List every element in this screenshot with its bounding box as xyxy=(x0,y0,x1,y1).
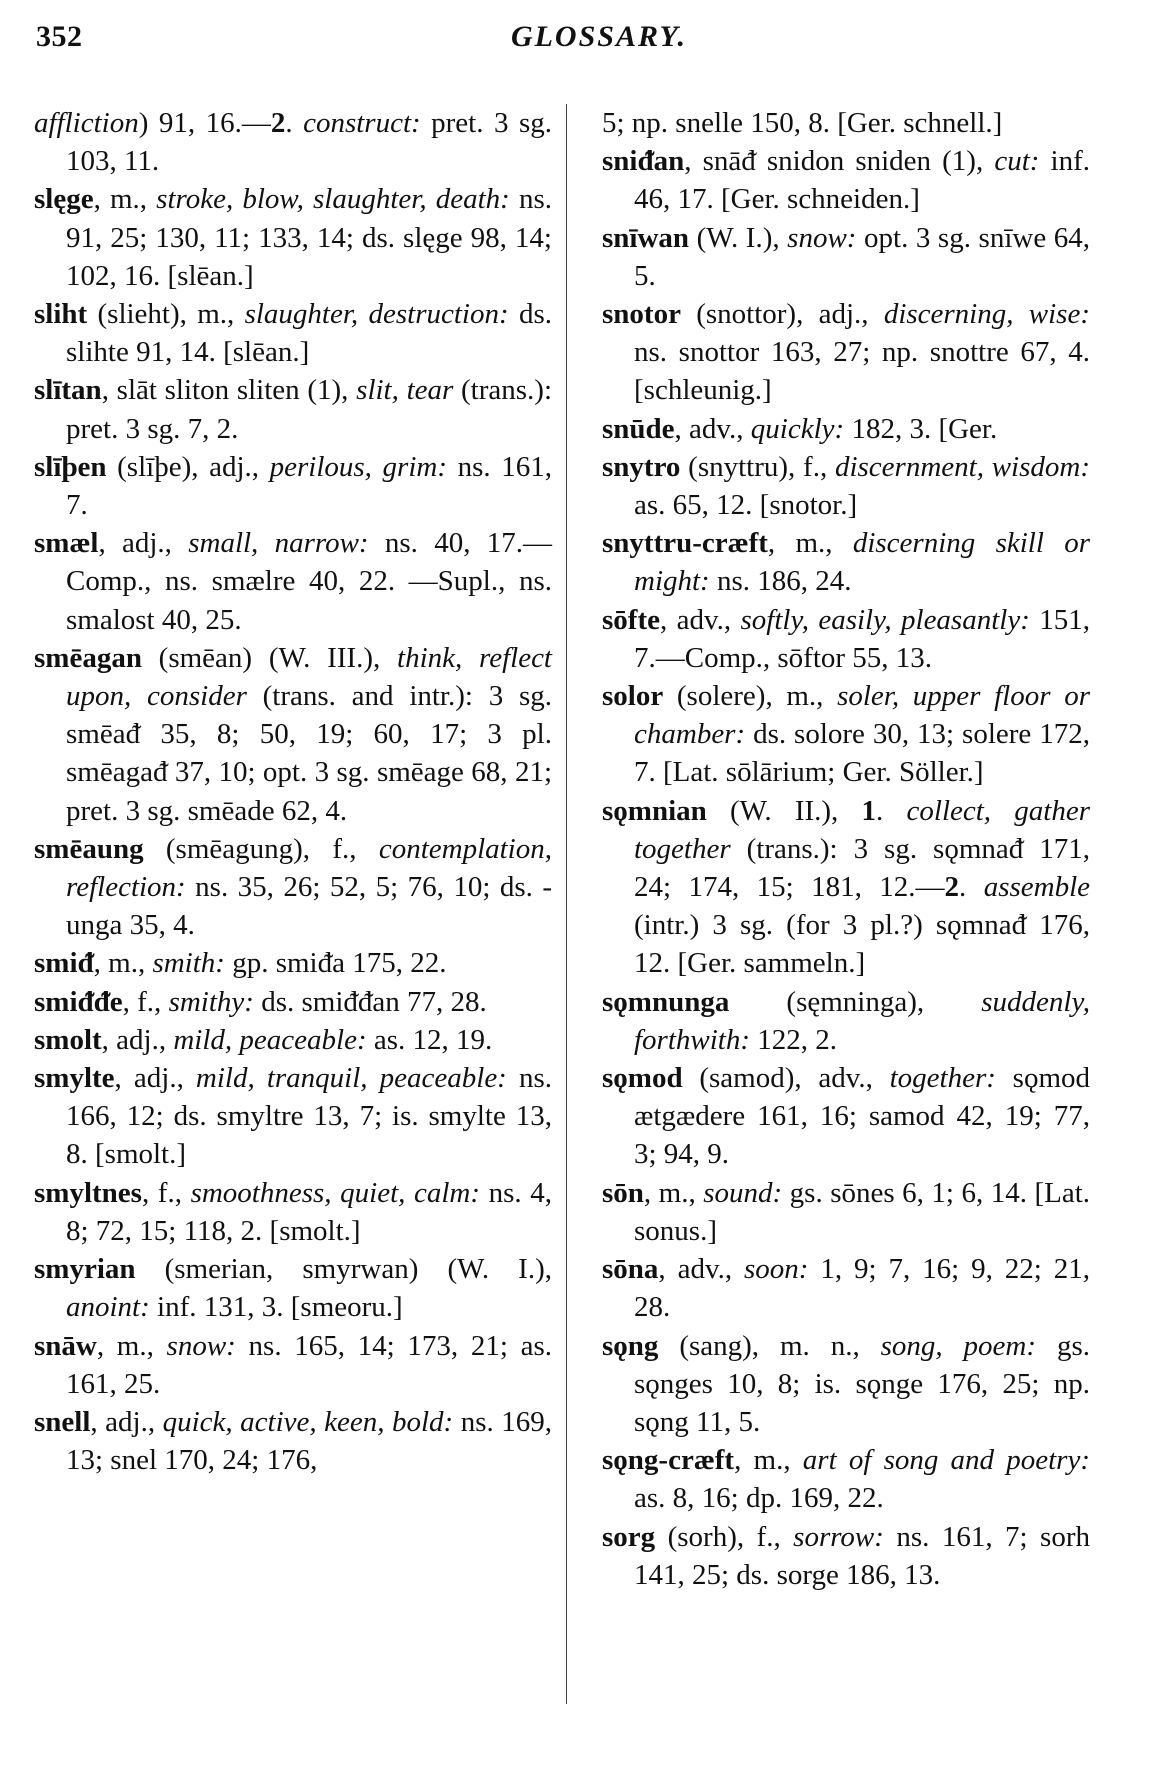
entry-citation: sǫmod ætgædere 161, 16; samod 42, 19; 77, 3; 94, 9. xyxy=(634,1062,1090,1171)
glossary-entry xyxy=(602,983,1090,1059)
entry-citation: ns. snottor 163, 27; np. snottre 67, 4. [schleunig.] xyxy=(634,336,1090,407)
entry-citation: as. 12, 19. xyxy=(366,1023,493,1056)
glossary-entry xyxy=(602,1518,1090,1594)
entry-headword: sǫmnunga xyxy=(602,985,730,1018)
entry-citation: , snāᵭ snidon sniden (1), xyxy=(684,145,995,178)
entry-citation: , adj., xyxy=(114,1062,196,1095)
entry-citation: , adv., xyxy=(658,1253,744,1286)
glossary-entry xyxy=(34,1059,552,1174)
entry-citation: (intr.) 3 sg. (for 3 pl.?) sǫmnaᵭ 176, 12. [Ger. sammeln.] xyxy=(634,909,1090,980)
entry-definition: construct: xyxy=(303,107,421,139)
glossary-entry xyxy=(602,524,1090,600)
entry-definition: smoothness, quiet, calm: xyxy=(190,1176,480,1209)
entry-citation: (trans. and intr.): 3 sg. smēaᵭ 35, 8; 50, 19; 60, 17; 3 pl. smēagaᵭ 37, 10; opt. 3 sg. smēage 68, 21; pret. 3 sg. smēade 62, 4. xyxy=(66,680,553,827)
entry-citation: ns. 4, 8; 72, 15; 118, 2. [smolt.] xyxy=(66,1176,552,1247)
entry-headword: snotor xyxy=(602,298,681,331)
entry-headword: smyrian xyxy=(34,1253,136,1286)
entry-citation: (sorh), f., xyxy=(655,1520,794,1553)
entry-citation: 151, 7.—Comp., sōftor 55, 13. xyxy=(634,603,1090,674)
entry-citation: ns. 35, 26; 52, 5; 76, 10; ds. -unga 35, 4. xyxy=(66,871,552,942)
glossary-entry xyxy=(602,1174,1090,1250)
entry-citation: . xyxy=(876,794,907,827)
entry-headword: smiᵭ xyxy=(34,947,94,980)
glossary-entry xyxy=(34,295,552,371)
entry-citation: , m., xyxy=(734,1444,803,1477)
glossary-entry xyxy=(34,944,552,982)
glossary-entry xyxy=(34,371,552,447)
entry-citation: (W. II.), xyxy=(706,794,862,827)
entry-citation: (smēan) (W. III.), xyxy=(141,641,398,674)
entry-citation: ns. 165, 14; 173, 21; as. 161, 25. xyxy=(66,1329,553,1400)
glossary-entry xyxy=(602,104,1090,142)
entry-headword: solor xyxy=(602,680,664,713)
entry-citation: , adj., xyxy=(90,1405,163,1438)
entry-citation: ) 91, 16.— xyxy=(138,107,271,139)
glossary-entry xyxy=(34,1327,552,1403)
entry-definition: quick, active, keen, bold: xyxy=(162,1405,454,1438)
entry-definition: song, poem: xyxy=(880,1329,1037,1362)
entry-citation: , m., xyxy=(643,1176,704,1209)
entry-citation: (sęmninga), xyxy=(729,985,982,1018)
entry-citation: , f., xyxy=(141,1176,191,1209)
entry-citation: (W. I.), xyxy=(689,221,788,254)
entry-citation: ns. 91, 25; 130, 11; 133, 14; ds. slęge 98, 14; 102, 16. [slēan.] xyxy=(66,183,552,292)
entry-definition: small, narrow: xyxy=(188,527,369,560)
entry-definition: discernment, wisdom: xyxy=(834,450,1091,483)
entry-definition: discerning, wise: xyxy=(883,298,1090,331)
entry-definition: affliction xyxy=(34,107,139,139)
entry-headword: sōn xyxy=(602,1176,644,1209)
glossary-entry xyxy=(602,1250,1090,1326)
entry-definition: soon: xyxy=(743,1253,809,1286)
entry-definition: smith: xyxy=(152,947,225,980)
entry-headword: snytro xyxy=(602,450,681,483)
entry-definition: discerning skill or might: xyxy=(634,527,1090,598)
glossary-entry xyxy=(34,983,552,1021)
column-divider xyxy=(566,104,567,1704)
entry-citation: ns. 161, 7. xyxy=(66,450,552,522)
entry-citation: (solere), m., xyxy=(663,680,838,713)
entry-citation: (smerian, smyrwan) (W. I.), xyxy=(135,1253,552,1286)
entry-headword: sǫng-cræft xyxy=(602,1444,735,1477)
entry-definition: contemplation, reflection: xyxy=(66,832,552,904)
glossary-entry xyxy=(602,1441,1090,1517)
entry-citation: (snottor), adj., xyxy=(680,298,884,331)
entry-citation: 5; np. snelle 150, 8. [Ger. schnell.] xyxy=(602,107,1003,139)
entry-citation: gs. sōnes 6, 1; 6, 14. [Lat. sonus.] xyxy=(634,1176,1090,1247)
entry-definition: collect, gather together xyxy=(634,794,1090,865)
entry-headword: smēagan xyxy=(34,641,142,674)
entry-citation: as. 65, 12. [snotor.] xyxy=(634,489,858,522)
entry-citation: , adj., xyxy=(98,527,189,560)
entry-definition: perilous, grim: xyxy=(269,450,447,483)
glossary-entry xyxy=(602,601,1090,677)
entry-definition: softly, easily, pleasantly: xyxy=(740,603,1030,636)
entry-citation: ds. slihte 91, 14. [slēan.] xyxy=(66,298,552,369)
entry-headword: sorg xyxy=(602,1520,656,1553)
entry-headword: slīþen xyxy=(34,450,107,483)
entry-headword: sliht xyxy=(34,298,88,331)
entry-headword: snūde xyxy=(602,412,675,445)
entry-citation: (trans.): pret. 3 sg. 7, 2. xyxy=(66,374,553,445)
glossary-entry xyxy=(602,1327,1090,1442)
entry-definition: think, reflect upon, consider xyxy=(66,641,552,713)
entry-definition: cut: xyxy=(994,145,1040,178)
entry-headword: smæl xyxy=(34,527,99,560)
entry-definition: together: xyxy=(889,1062,996,1095)
entry-headword: sōna xyxy=(602,1253,659,1286)
entry-definition: assemble xyxy=(983,871,1091,904)
entry-citation: 182, 3. [Ger. xyxy=(844,412,998,445)
running-title: GLOSSARY. xyxy=(510,20,688,53)
entry-citation: ns. 169, 13; snel 170, 24; 176, xyxy=(66,1405,552,1477)
glossary-entry xyxy=(602,677,1090,792)
entry-citation: (samod), adv., xyxy=(682,1062,890,1095)
glossary-entry xyxy=(602,219,1090,295)
sense-number: 1 xyxy=(861,794,877,827)
entry-headword: smyltnes xyxy=(34,1176,142,1209)
entry-citation: ns. 161, 7; sorh 141, 25; ds. sorge 186, 13. xyxy=(634,1520,1090,1591)
glossary-entry xyxy=(34,830,552,945)
entry-definition: slaughter, destruction: xyxy=(244,298,509,331)
entry-citation: , m., xyxy=(93,183,157,216)
entry-definition: suddenly, forthwith: xyxy=(634,985,1090,1056)
entry-citation: (snyttru), f., xyxy=(680,450,835,483)
entry-headword: slītan xyxy=(34,374,102,407)
glossary-entry xyxy=(602,792,1090,983)
page-number: 352 xyxy=(36,20,83,53)
entry-citation: , adv., xyxy=(659,603,741,636)
glossary-entry xyxy=(602,142,1090,218)
entry-citation: . xyxy=(959,871,984,904)
entry-citation: , m., xyxy=(767,527,853,560)
entry-headword: sǫng xyxy=(602,1329,659,1362)
entry-definition: snow: xyxy=(787,221,857,254)
entry-citation: gs. sǫnges 10, 8; is. sǫnge 176, 25; np. sǫng 11, 5. xyxy=(634,1329,1090,1438)
glossary-entry xyxy=(602,295,1090,410)
entry-citation: ds. smiᵭᵭan 77, 28. xyxy=(253,985,487,1018)
entry-definition: sound: xyxy=(703,1176,783,1209)
entry-citation: ns. 40, 17.—Comp., ns. smælre 40, 22. —Supl., ns. smalost 40, 25. xyxy=(66,527,552,636)
glossary-entry xyxy=(34,180,552,295)
entry-headword: smēaung xyxy=(34,832,144,865)
glossary-entry xyxy=(602,448,1090,524)
entry-definition: mild, tranquil, peaceable: xyxy=(195,1062,507,1095)
glossary-entry xyxy=(34,1174,552,1250)
entry-citation: (slīþe), adj., xyxy=(106,450,270,483)
left-column xyxy=(34,104,552,1479)
entry-citation: , f., xyxy=(122,985,169,1018)
entry-definition: stroke, blow, slaughter, death: xyxy=(156,183,510,216)
entry-definition: anoint: xyxy=(66,1291,150,1324)
entry-citation: opt. 3 sg. snīwe 64, 5. xyxy=(634,221,1090,292)
entry-definition: mild, peaceable: xyxy=(173,1023,367,1056)
entry-citation: , m., xyxy=(96,1329,167,1362)
entry-citation: (sang), m. n., xyxy=(658,1329,881,1362)
sense-number: 2 xyxy=(944,871,960,904)
entry-definition: slit, tear xyxy=(356,374,454,407)
entry-citation: ds. solore 30, 13; solere 172, 7. [Lat. sōlārium; Ger. Söller.] xyxy=(634,718,1090,789)
entry-headword: sǫmod xyxy=(602,1062,683,1095)
entry-citation: , adj., xyxy=(101,1023,174,1056)
glossary-entry xyxy=(34,448,552,524)
entry-citation: , slāt sliton sliten (1), xyxy=(101,374,357,407)
glossary-entry xyxy=(34,1021,552,1059)
glossary-entry xyxy=(602,1059,1090,1174)
entry-headword: smolt xyxy=(34,1023,102,1056)
glossary-entry xyxy=(602,410,1090,448)
entry-headword: sǫmnian xyxy=(602,794,707,827)
sense-number: 2 xyxy=(270,107,286,139)
entry-definition: soler, upper floor or chamber: xyxy=(634,680,1090,751)
entry-citation: (smēagung), f., xyxy=(143,832,379,865)
entry-citation: , m., xyxy=(93,947,153,980)
entry-citation: (slieht), m., xyxy=(87,298,245,331)
entry-citation: . xyxy=(285,107,304,139)
entry-citation: 1, 9; 7, 16; 9, 22; 21, 28. xyxy=(634,1253,1090,1324)
entry-headword: sōfte xyxy=(602,603,660,636)
entry-headword: sniᵭan xyxy=(602,145,685,178)
glossary-entry xyxy=(34,1250,552,1326)
entry-citation: inf. 131, 3. [smeoru.] xyxy=(149,1291,403,1324)
entry-headword: smylte xyxy=(34,1062,115,1095)
entry-definition: smithy: xyxy=(168,985,254,1018)
entry-citation: , adv., xyxy=(674,412,751,445)
entry-headword: smiᵭᵭe xyxy=(34,985,123,1018)
entry-citation: ns. 186, 24. xyxy=(709,565,852,598)
glossary-entry xyxy=(34,524,552,639)
entry-headword: snīwan xyxy=(602,221,690,254)
glossary-entry xyxy=(34,1403,552,1479)
entry-definition: art of song and poetry: xyxy=(802,1444,1090,1477)
entry-headword: snāw xyxy=(34,1329,97,1362)
entry-headword: slęge xyxy=(34,183,94,216)
entry-headword: snyttru-cræft xyxy=(602,527,768,560)
right-column xyxy=(602,104,1090,1594)
entry-citation: (trans.): 3 sg. sǫmnaᵭ 171, 24; 174, 15; 181, 12.— xyxy=(634,832,1090,904)
entry-definition: snow: xyxy=(166,1329,236,1362)
entry-citation: as. 8, 16; dp. 169, 22. xyxy=(634,1482,884,1515)
entry-citation: 122, 2. xyxy=(750,1023,838,1056)
glossary-entry xyxy=(34,104,552,180)
entry-citation: gp. smiᵭa 175, 22. xyxy=(224,947,447,980)
entry-definition: quickly: xyxy=(750,412,845,445)
entry-headword: snell xyxy=(34,1405,91,1438)
entry-definition: sorrow: xyxy=(793,1520,884,1553)
glossary-entry xyxy=(34,639,552,830)
entry-citation: pret. 3 sg. 103, 11. xyxy=(66,107,552,178)
entry-citation: ns. 166, 12; ds. smyltre 13, 7; is. smylte 13, 8. [smolt.] xyxy=(66,1062,552,1171)
entry-citation: inf. 46, 17. [Ger. schneiden.] xyxy=(634,145,1090,216)
